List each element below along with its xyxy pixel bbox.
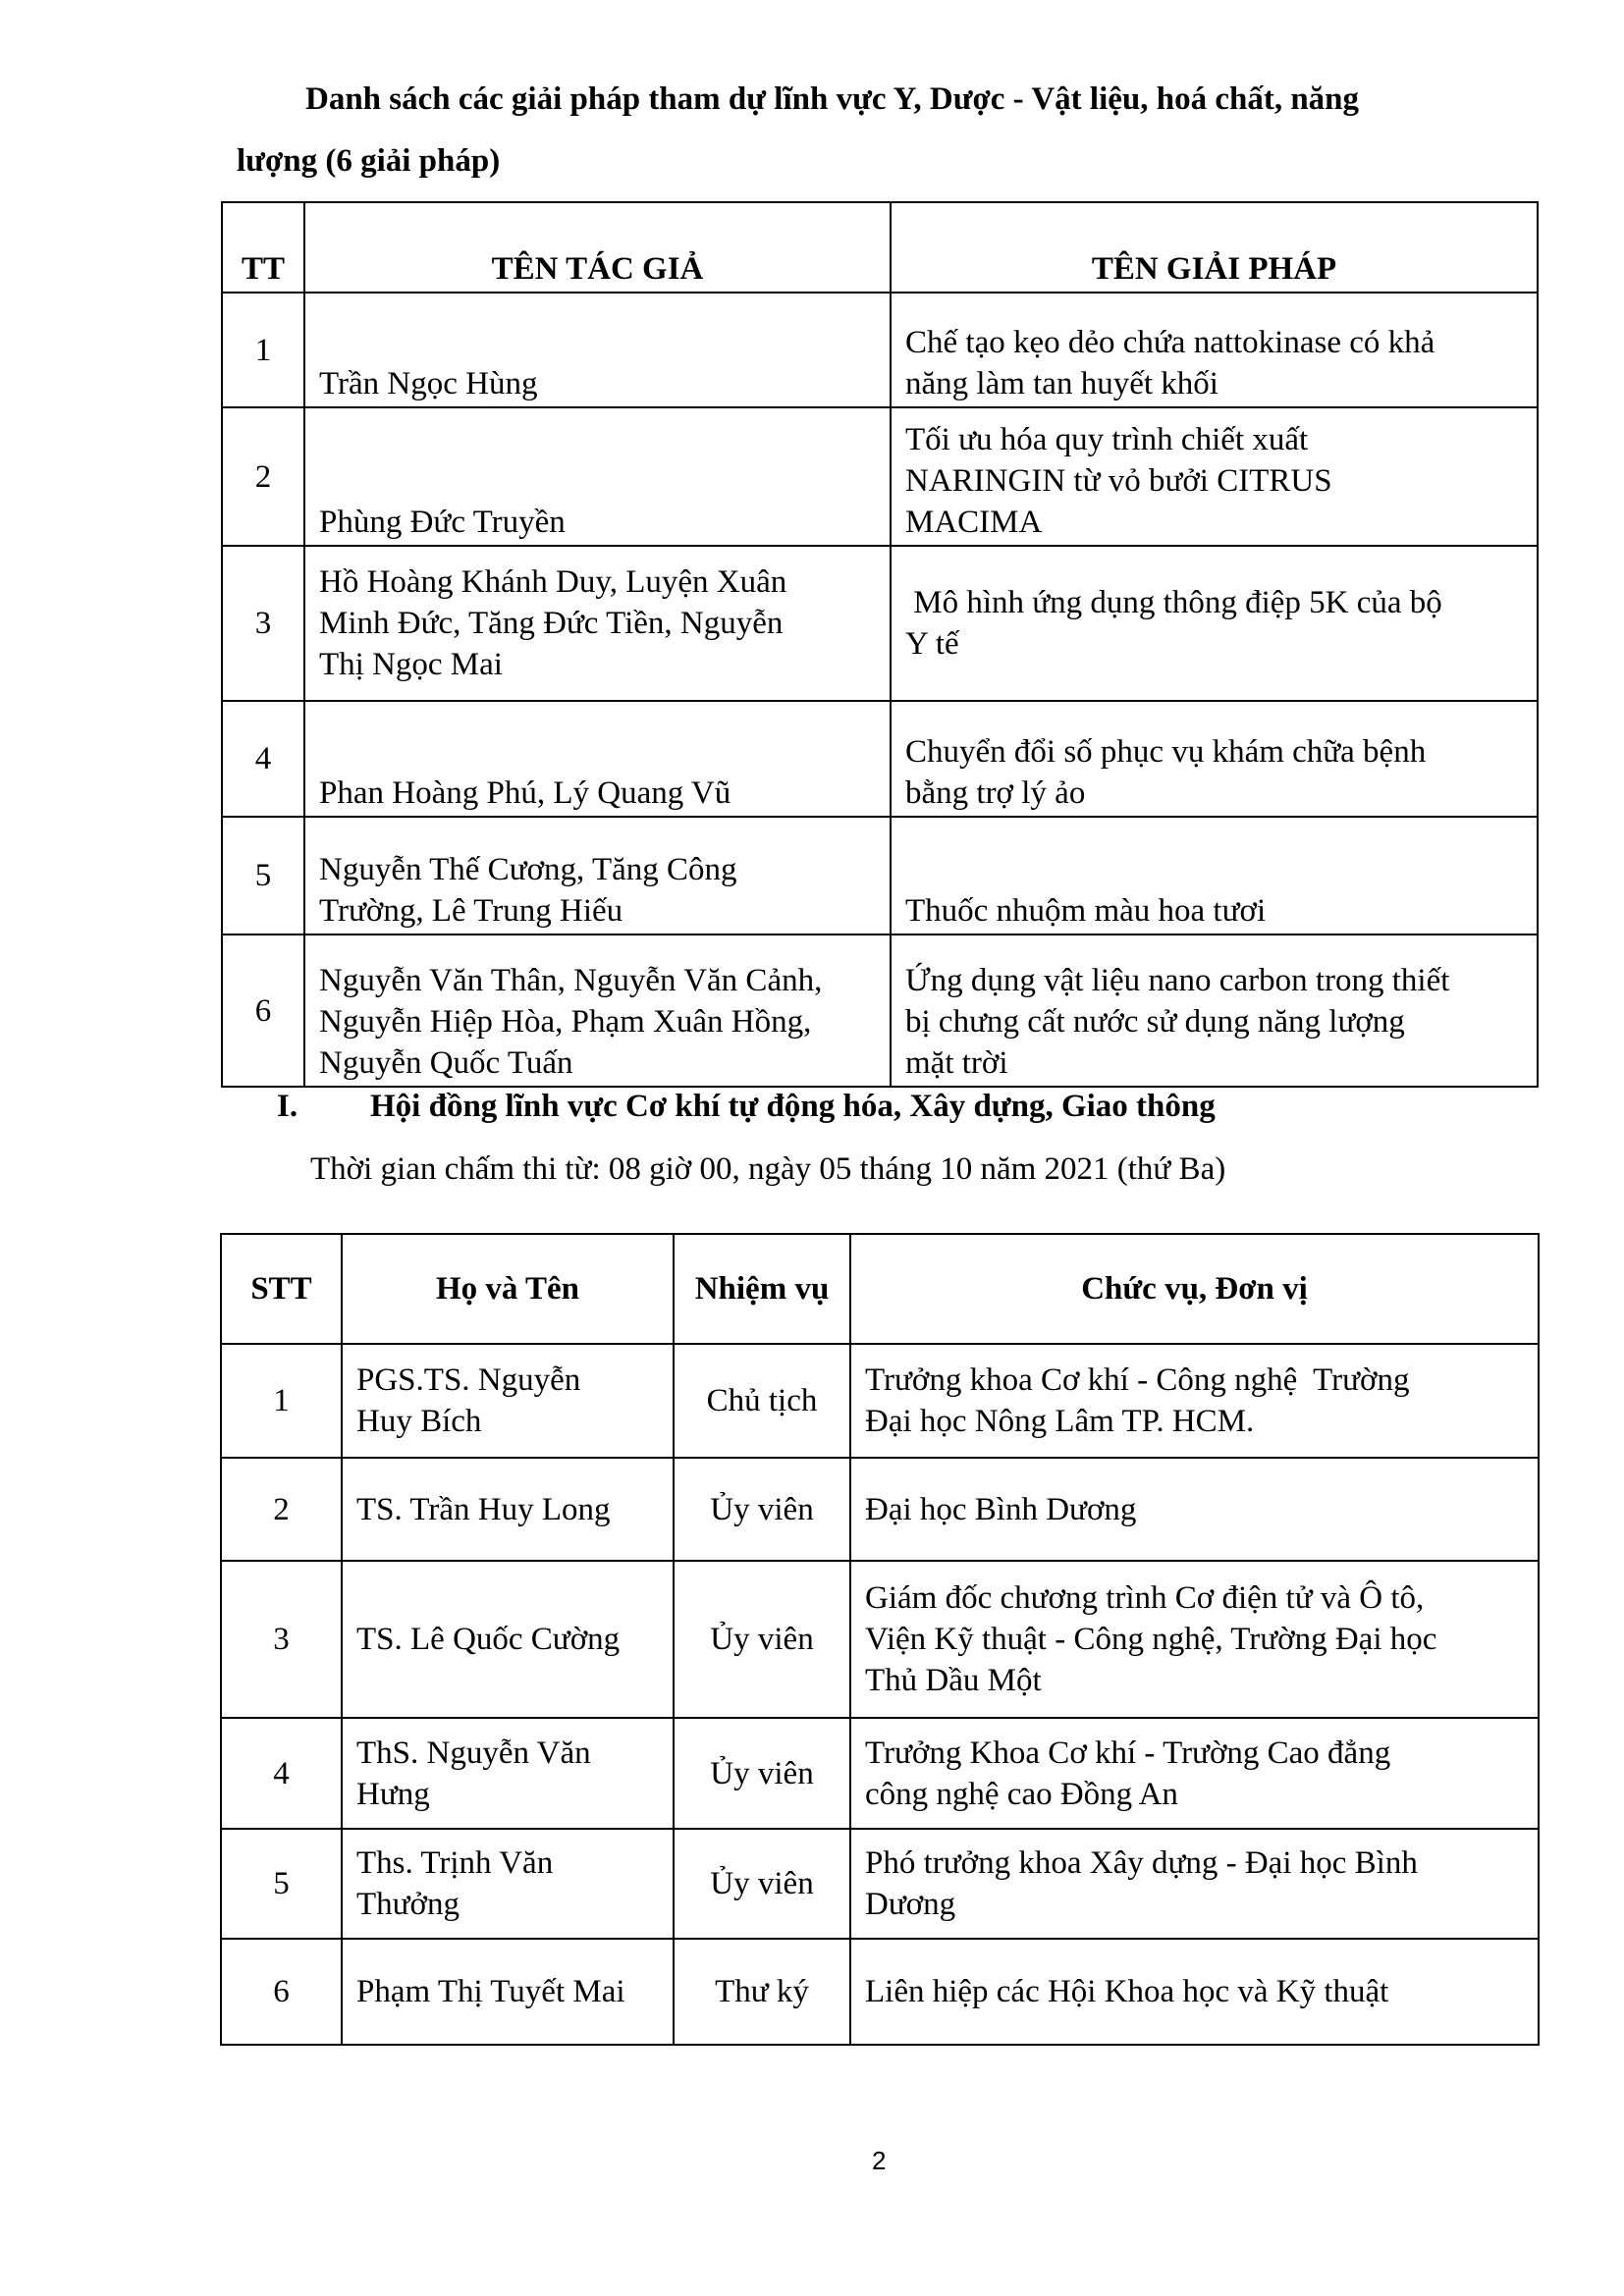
role-cell: Ủy viên <box>674 1458 850 1561</box>
name-cell <box>342 1939 674 2045</box>
author-line: Thị Ngọc Mai <box>319 647 503 682</box>
table-row <box>222 934 1538 1087</box>
author-cell <box>304 546 891 701</box>
position-cell <box>850 1458 1539 1561</box>
solution-line: NARINGIN từ vỏ bưởi CITRUS <box>905 463 1332 499</box>
role-cell: Ủy viên <box>674 1561 850 1718</box>
table-row <box>222 701 1538 817</box>
solution-line: Ứng dụng vật liệu nano carbon trong thiết <box>905 963 1450 998</box>
author-cell <box>304 934 891 1087</box>
name-line: Thưởng <box>356 1887 460 1922</box>
position-cell <box>850 1718 1539 1829</box>
row-number: 3 <box>222 546 304 701</box>
header-author: TÊN TÁC GIẢ <box>304 202 891 293</box>
author-line: Nguyễn Thế Cương, Tăng Công <box>319 852 737 887</box>
header-name: Họ và Tên <box>342 1234 674 1344</box>
solution-line: MACIMA <box>905 505 1043 540</box>
author-line: Phùng Đức Truyền <box>319 505 566 540</box>
council-table <box>220 1233 1540 2046</box>
solution-cell <box>891 293 1538 407</box>
author-line: Trường, Lê Trung Hiếu <box>319 893 623 929</box>
row-number: 2 <box>221 1458 342 1561</box>
position-cell <box>850 1561 1539 1718</box>
header-tt: TT <box>222 202 304 293</box>
row-number: 6 <box>222 934 304 1087</box>
name-line: Phạm Thị Tuyết Mai <box>356 1974 625 2009</box>
page-number: 2 <box>872 2146 887 2175</box>
position-line: Đại học Nông Lâm TP. HCM. <box>865 1404 1255 1439</box>
author-line: Phan Hoàng Phú, Lý Quang Vũ <box>319 775 731 811</box>
name-cell <box>342 1829 674 1939</box>
solution-line: Chuyển đổi số phục vụ khám chữa bệnh <box>905 734 1427 770</box>
position-line: công nghệ cao Đồng An <box>865 1776 1178 1812</box>
row-number: 1 <box>221 1344 342 1458</box>
table-row <box>222 546 1538 701</box>
author-cell <box>304 407 891 546</box>
name-line: PGS.TS. Nguyễn <box>356 1362 581 1398</box>
solution-line: Y tế <box>905 626 959 662</box>
table-row <box>221 1718 1539 1829</box>
author-cell <box>304 701 891 817</box>
list-title-line-2: lượng (6 giải pháp) <box>237 143 501 179</box>
solution-line: bằng trợ lý ảo <box>905 775 1086 811</box>
solution-line: bị chưng cất nước sử dụng năng lượng <box>905 1004 1405 1040</box>
list-title-line-1: Danh sách các giải pháp tham dự lĩnh vực Y, Dược - Vật liệu, hoá chất, năng <box>305 81 1360 117</box>
solution-line: Tối ưu hóa quy trình chiết xuất <box>905 422 1309 457</box>
table-row <box>222 817 1538 934</box>
solution-cell <box>891 701 1538 817</box>
row-number: 5 <box>221 1829 342 1939</box>
author-line: Hồ Hoàng Khánh Duy, Luyện Xuân <box>319 564 787 600</box>
role-cell: Ủy viên <box>674 1829 850 1939</box>
position-line: Liên hiệp các Hội Khoa học và Kỹ thuật <box>865 1974 1389 2009</box>
solution-line: Mô hình ứng dụng thông điệp 5K của bộ <box>905 585 1442 620</box>
role-cell: Thư ký <box>674 1939 850 2045</box>
table-row <box>221 1829 1539 1939</box>
name-cell <box>342 1561 674 1718</box>
position-cell <box>850 1829 1539 1939</box>
solution-line: Chế tạo kẹo dẻo chứa nattokinase có khả <box>905 325 1435 360</box>
solution-line: Thuốc nhuộm màu hoa tươi <box>905 893 1267 929</box>
name-line: Huy Bích <box>356 1404 482 1439</box>
row-number: 2 <box>222 407 304 546</box>
position-line: Phó trưởng khoa Xây dựng - Đại học Bình <box>865 1845 1418 1881</box>
header-solution: TÊN GIẢI PHÁP <box>891 202 1538 293</box>
author-line: Nguyễn Hiệp Hòa, Phạm Xuân Hồng, <box>319 1004 812 1040</box>
name-cell <box>342 1718 674 1829</box>
position-cell <box>850 1344 1539 1458</box>
position-line: Trưởng khoa Cơ khí - Công nghệ Trường <box>865 1362 1410 1398</box>
name-line: ThS. Nguyễn Văn <box>356 1735 591 1771</box>
author-line: Minh Đức, Tăng Đức Tiền, Nguyễn <box>319 606 784 641</box>
section-time: Thời gian chấm thi từ: 08 giờ 00, ngày 05 tháng 10 năm 2021 (thứ Ba) <box>310 1151 1226 1187</box>
row-number: 5 <box>222 817 304 934</box>
author-cell <box>304 293 891 407</box>
solution-cell <box>891 934 1538 1087</box>
row-number: 4 <box>221 1718 342 1829</box>
solution-cell <box>891 546 1538 701</box>
name-cell <box>342 1458 674 1561</box>
position-line: Thủ Dầu Một <box>865 1663 1042 1698</box>
position-line: Giám đốc chương trình Cơ điện tử và Ô tô, <box>865 1580 1425 1616</box>
role-cell: Chủ tịch <box>674 1344 850 1458</box>
table-header-row <box>221 1234 1539 1344</box>
author-line: Nguyễn Quốc Tuấn <box>319 1045 573 1081</box>
position-line: Trưởng Khoa Cơ khí - Trường Cao đẳng <box>865 1735 1391 1771</box>
table-row <box>222 293 1538 407</box>
solution-line: năng làm tan huyết khối <box>905 366 1218 401</box>
header-stt: STT <box>221 1234 342 1344</box>
role-cell: Ủy viên <box>674 1718 850 1829</box>
table-row <box>221 1561 1539 1718</box>
name-line: Ths. Trịnh Văn <box>356 1845 554 1881</box>
name-line: Hưng <box>356 1776 430 1812</box>
solutions-table <box>221 201 1539 1088</box>
table-row <box>221 1344 1539 1458</box>
row-number: 4 <box>222 701 304 817</box>
row-number: 6 <box>221 1939 342 2045</box>
section-number: I. <box>277 1089 298 1124</box>
solution-line: mặt trời <box>905 1045 1008 1081</box>
author-line: Trần Ngọc Hùng <box>319 366 538 401</box>
author-cell <box>304 817 891 934</box>
row-number: 1 <box>222 293 304 407</box>
position-line: Đại học Bình Dương <box>865 1491 1137 1527</box>
position-line: Viện Kỹ thuật - Công nghệ, Trường Đại học <box>865 1622 1437 1657</box>
name-cell <box>342 1344 674 1458</box>
table-row <box>222 407 1538 546</box>
position-cell <box>850 1939 1539 2045</box>
position-line: Dương <box>865 1887 956 1922</box>
header-role: Nhiệm vụ <box>674 1234 850 1344</box>
row-number: 3 <box>221 1561 342 1718</box>
header-position: Chức vụ, Đơn vị <box>850 1234 1539 1344</box>
solution-cell <box>891 817 1538 934</box>
name-line: TS. Lê Quốc Cường <box>356 1622 621 1657</box>
table-header-row <box>222 202 1538 293</box>
table-row <box>221 1458 1539 1561</box>
solution-cell <box>891 407 1538 546</box>
section-title: Hội đồng lĩnh vực Cơ khí tự động hóa, Xây dựng, Giao thông <box>370 1089 1216 1124</box>
author-line: Nguyễn Văn Thân, Nguyễn Văn Cảnh, <box>319 963 823 998</box>
name-line: TS. Trần Huy Long <box>356 1491 611 1527</box>
table-row <box>221 1939 1539 2045</box>
